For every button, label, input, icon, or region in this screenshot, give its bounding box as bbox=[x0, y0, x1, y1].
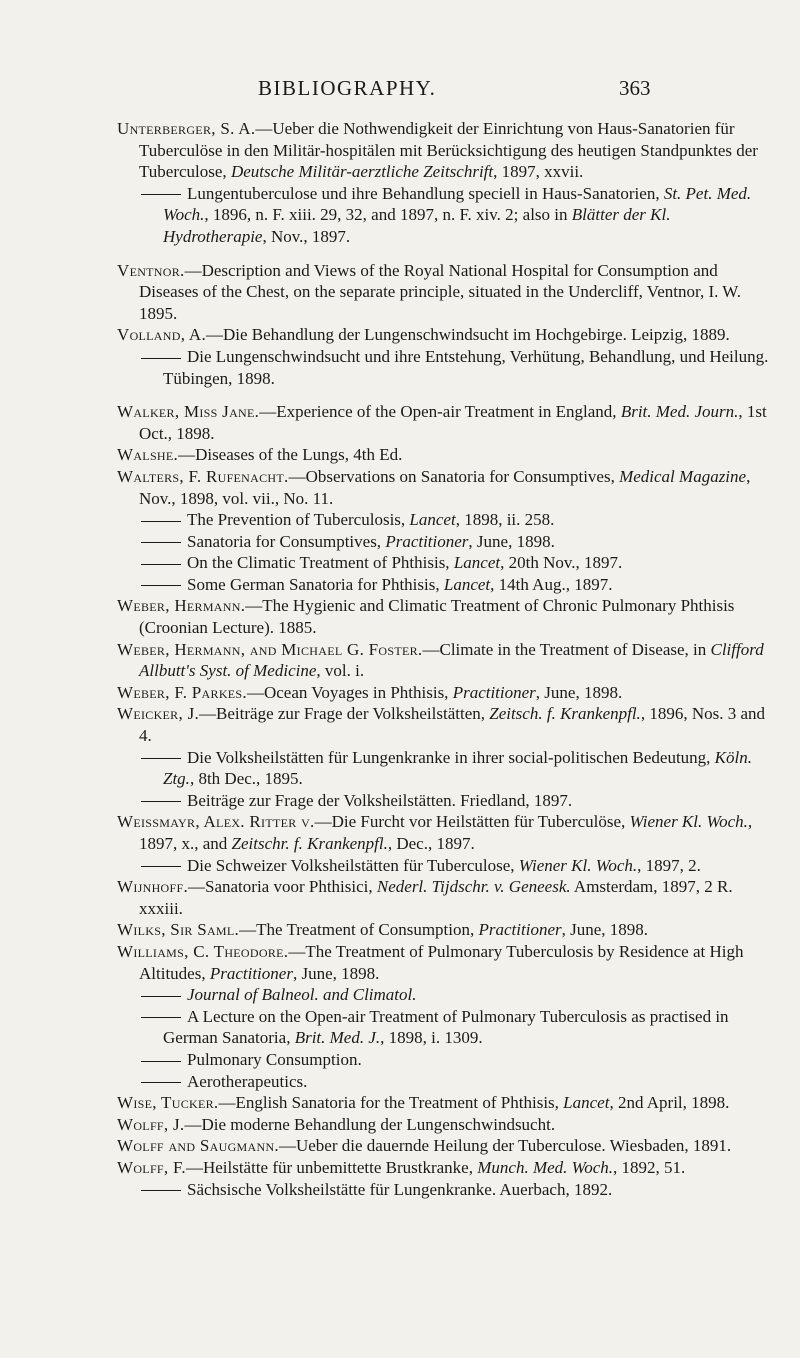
entry-journal: Zeitschr. f. Krankenpfl. bbox=[231, 834, 388, 853]
entry-journal: Nederl. Tijdschr. v. Geneesk. bbox=[376, 877, 571, 897]
entry-text: —Beiträge zur Frage der Volksheilstätten, bbox=[199, 704, 490, 724]
bibliography-entry bbox=[117, 574, 772, 596]
entry-text: , 14th Aug., 1897. bbox=[490, 574, 613, 594]
entry-text: , 1898, i. 1309. bbox=[380, 1028, 483, 1048]
ditto-dash bbox=[141, 758, 181, 759]
entry-text: Aerotherapeutics. bbox=[187, 1071, 308, 1091]
ditto-dash bbox=[141, 542, 181, 543]
entry-journal: Köln. Ztg. bbox=[163, 747, 752, 789]
entry-journal: Brit. Med. Journ. bbox=[620, 402, 739, 422]
bibliography-entry bbox=[117, 639, 772, 682]
bibliography-entry bbox=[117, 595, 772, 638]
entry-journal: Brit. Med. J. bbox=[294, 1028, 381, 1048]
bibliography-entry bbox=[117, 1157, 772, 1179]
bibliography-entry bbox=[117, 703, 772, 746]
entry-text: —Die Behandlung der Lungenschwindsucht im Hochgebirge. Leipzig, 1889. bbox=[206, 325, 730, 345]
entry-text: , Dec., 1897. bbox=[387, 834, 475, 853]
entry-journal: Lancet bbox=[409, 510, 456, 530]
entry-author: Walker, Miss Jane. bbox=[117, 402, 260, 422]
bibliography-entry bbox=[117, 401, 772, 444]
entry-journal: Lancet bbox=[563, 1093, 610, 1113]
bibliography-entry bbox=[117, 324, 772, 346]
ditto-dash bbox=[141, 1082, 181, 1083]
entry-text: Die Volksheilstätten für Lungenkranke in ihrer social-politischen Bedeutung, bbox=[187, 747, 715, 767]
bibliography-entry bbox=[117, 1006, 772, 1049]
entry-text: Some German Sanatoria for Phthisis, bbox=[187, 574, 444, 594]
entry-text: —The Treatment of Pulmonary Tuberculosis by Residence at High Altitudes, bbox=[139, 941, 744, 983]
entry-text: , 1st Oct., 1898. bbox=[139, 402, 767, 443]
entry-author: Weicker, J. bbox=[117, 704, 200, 724]
entry-text: , June, 1898. bbox=[292, 963, 380, 983]
entry-text: , June, 1898. bbox=[561, 920, 649, 940]
entry-text: , 20th Nov., 1897. bbox=[500, 553, 623, 573]
entry-text: Pulmonary Consumption. bbox=[187, 1049, 362, 1069]
entry-text: Beiträge zur Frage der Volksheilstätten. Friedland, 1897. bbox=[187, 790, 573, 810]
bibliography-entry bbox=[117, 919, 772, 941]
entry-author: Walters, F. Rufenacht. bbox=[117, 466, 289, 486]
running-title: BIBLIOGRAPHY. bbox=[258, 76, 437, 100]
entry-author: Volland, A. bbox=[117, 325, 206, 345]
entry-text: , Nov., 1897. bbox=[262, 226, 351, 246]
entry-text: , 1892, 51. bbox=[613, 1157, 686, 1177]
bibliography-entry bbox=[117, 531, 772, 553]
bibliography-entry bbox=[117, 444, 772, 466]
ditto-dash bbox=[141, 585, 181, 586]
entry-journal: Lancet bbox=[453, 553, 501, 573]
entry-text: The Prevention of Tuberculosis, bbox=[187, 510, 410, 530]
ditto-dash bbox=[141, 801, 181, 802]
entry-text: A Lecture on the Open-air Treatment of Pulmonary Tuberculosis as practised in German Sanatoria, bbox=[163, 1006, 729, 1048]
bibliography-entry bbox=[117, 1114, 772, 1136]
bibliography-list bbox=[117, 118, 772, 1200]
entry-text: —The Treatment of Consumption, bbox=[239, 920, 479, 940]
bibliography-entry bbox=[117, 1071, 772, 1093]
entry-author: Weber, Hermann, and Michael G. Foster. bbox=[117, 639, 423, 659]
entry-text: , June, 1898. bbox=[535, 682, 623, 702]
entry-text: , 1897, xxvii. bbox=[493, 162, 584, 182]
entry-text: —Ueber die dauernde Heilung der Tuberculose. Wiesbaden, 1891. bbox=[278, 1136, 732, 1156]
ditto-dash bbox=[141, 521, 181, 522]
entry-text: —Climate in the Treatment of Disease, in bbox=[422, 639, 711, 659]
bibliography-entry bbox=[117, 1135, 772, 1157]
entry-text: , 1897, 2. bbox=[637, 855, 701, 875]
ditto-dash bbox=[141, 1017, 181, 1018]
entry-text: On the Climatic Treatment of Phthisis, bbox=[187, 553, 454, 573]
entry-text: —Experience of the Open-air Treatment in England, bbox=[259, 402, 621, 422]
entry-author: Wolff and Saugmann. bbox=[117, 1136, 279, 1156]
bibliography-entry bbox=[117, 941, 772, 984]
entry-text: Sanatoria for Consumptives, bbox=[187, 531, 386, 551]
entry-journal: Practitioner bbox=[385, 531, 469, 551]
ditto-dash bbox=[141, 194, 181, 195]
entry-journal: Lancet bbox=[443, 574, 491, 594]
entry-journal: Munch. Med. Woch. bbox=[477, 1157, 614, 1177]
entry-author: Wolff, F. bbox=[117, 1157, 186, 1177]
bibliography-entry bbox=[117, 260, 772, 325]
entry-author: Weissmayr, Alex. Ritter v. bbox=[117, 812, 315, 832]
entry-author: Wilks, Sir Saml. bbox=[117, 920, 240, 940]
bibliography-entry bbox=[117, 509, 772, 531]
entry-text: , 8th Dec., 1895. bbox=[189, 769, 303, 789]
bibliography-entry bbox=[117, 984, 772, 1006]
entry-text: , Nov., 1898, vol. vii., No. 11. bbox=[139, 466, 751, 508]
entry-journal: Practitioner bbox=[452, 682, 536, 702]
entry-text: —Sanatoria voor Phthisici, bbox=[188, 877, 377, 897]
entry-text: Lungentuberculose und ihre Behandlung speciell in Haus-Sanatorien, bbox=[187, 183, 664, 203]
bibliography-entry bbox=[117, 552, 772, 574]
bibliography-entry bbox=[117, 183, 772, 248]
entry-journal: Wiener Kl. Woch. bbox=[518, 855, 638, 875]
page-number: 363 bbox=[619, 76, 651, 100]
ditto-dash bbox=[141, 1190, 181, 1191]
bibliography-entry bbox=[117, 1049, 772, 1071]
entry-text: —The Hygienic and Climatic Treatment of Chronic Pulmonary Phthisis (Croonian Lecture). 1885. bbox=[139, 596, 735, 638]
bibliography-entry bbox=[117, 855, 772, 877]
entry-author: Wolff, J. bbox=[117, 1114, 185, 1134]
entry-journal: Practitioner bbox=[209, 963, 293, 983]
entry-text: —Ueber die Nothwendigkeit der Einrichtung von Haus-Sanatorien für Tuberculöse in den Militär-hospitälen mit Berücksichtigung des heutigen Standpunktes der Tuberculose, bbox=[139, 119, 758, 182]
ditto-dash bbox=[141, 1061, 181, 1062]
entry-text: Die Schweizer Volksheilstätten für Tuberculose, bbox=[187, 855, 519, 875]
entry-text: —Die Furcht vor Heilstätten für Tuberculöse, bbox=[314, 812, 630, 832]
entry-author: Wijnhoff. bbox=[117, 877, 189, 897]
entry-journal: Blätter der Kl. Hydrotherapie bbox=[163, 205, 671, 246]
entry-author: Weber, F. Parkes. bbox=[117, 682, 247, 702]
ditto-dash bbox=[141, 866, 181, 867]
entry-text: , 1896, n. F. xiii. 29, 32, and 1897, n. F. xiv. 2; also in bbox=[204, 205, 572, 225]
entry-text: Amsterdam, 1897, 2 R. xxxiii. bbox=[139, 877, 733, 918]
bibliography-entry bbox=[117, 1092, 772, 1114]
entry-text: Sächsische Volksheilstätte für Lungenkranke. Auerbach, 1892. bbox=[187, 1179, 613, 1199]
entry-journal: Medical Magazine bbox=[619, 466, 747, 486]
bibliography-entry bbox=[117, 466, 772, 509]
entry-author: Walshe. bbox=[117, 445, 179, 465]
entry-text: —Ocean Voyages in Phthisis, bbox=[246, 682, 453, 702]
entry-text: Die Lungenschwindsucht und ihre Entstehung, Verhütung, Behandlung, und Heilung. Tübingen, 1898. bbox=[163, 346, 769, 388]
ditto-dash bbox=[141, 564, 181, 565]
ditto-dash bbox=[141, 996, 181, 997]
bibliography-entry bbox=[117, 1179, 772, 1201]
page-header bbox=[0, 76, 800, 106]
entry-text: , 1896, Nos. 3 and 4. bbox=[139, 704, 766, 746]
entry-journal: Practitioner bbox=[478, 920, 562, 940]
entry-author: Ventnor. bbox=[117, 260, 185, 280]
bibliography-entry bbox=[117, 790, 772, 812]
entry-text: , 1898, ii. 258. bbox=[455, 510, 555, 530]
entry-journal: Zeitsch. f. Krankenpfl. bbox=[489, 704, 641, 724]
entry-text: , June, 1898. bbox=[468, 531, 555, 551]
entry-journal: St. Pet. Med. Woch. bbox=[163, 183, 752, 225]
entry-author: Unterberger, S. A. bbox=[117, 119, 256, 138]
entry-text: —Heilstätte für unbemittette Brustkranke, bbox=[185, 1157, 478, 1177]
entry-text: —Observations on Sanatoria for Consumptives, bbox=[288, 466, 620, 486]
entry-text: , 1897, x., and bbox=[139, 812, 753, 853]
entry-text: , vol. i. bbox=[316, 661, 365, 681]
bibliography-entry bbox=[117, 747, 772, 790]
entry-author: Wise, Tucker. bbox=[117, 1093, 219, 1113]
entry-author: Williams, C. Theodore. bbox=[117, 941, 289, 961]
entry-journal: Deutsche Militär-aerztliche Zeitschrift bbox=[230, 162, 494, 182]
entry-text: , 2nd April, 1898. bbox=[609, 1093, 730, 1113]
bibliography-entry bbox=[117, 876, 772, 919]
bibliography-entry bbox=[117, 682, 772, 704]
entry-text: —Die moderne Behandlung der Lungenschwindsucht. bbox=[184, 1114, 556, 1134]
entry-journal: Wiener Kl. Woch. bbox=[629, 812, 748, 832]
entry-journal: Clifford Allbutt's Syst. of Medicine bbox=[139, 639, 764, 681]
entry-text: —Diseases of the Lungs, 4th Ed. bbox=[178, 445, 403, 465]
entry-text: —English Sanatoria for the Treatment of Phthisis, bbox=[218, 1093, 564, 1113]
entry-journal: Journal of Balneol. and Climatol. bbox=[187, 985, 417, 1005]
ditto-dash bbox=[141, 358, 181, 359]
bibliography-entry bbox=[117, 346, 772, 389]
entry-author: Weber, Hermann. bbox=[117, 596, 246, 616]
bibliography-entry bbox=[117, 118, 772, 183]
bibliography-entry bbox=[117, 811, 772, 854]
entry-text: —Description and Views of the Royal National Hospital for Consumption and Diseases of the Chest, on the separate principle, situated in the Undercliff, Ventnor, I. W. 1895. bbox=[139, 260, 742, 323]
